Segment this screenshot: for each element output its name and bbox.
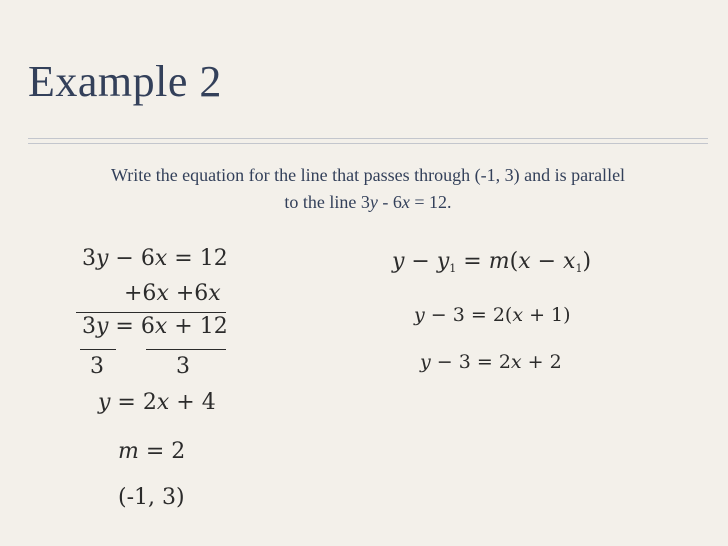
title-divider-top: [28, 138, 708, 139]
point-slope-distributed: y − 3 = 2x + 2: [420, 351, 562, 373]
left-eq-slope-intercept: y = 2x + 4: [98, 390, 216, 415]
left-eq-original: 3y − 6x = 12: [82, 246, 228, 271]
problem-line-1: Write the equation for the line that passes through (-1, 3) and is parallel: [110, 165, 626, 185]
title-divider-bottom: [28, 143, 708, 144]
slide-title: Example 2: [28, 57, 222, 106]
fraction-bar-right: [146, 349, 226, 350]
problem-line-2: to the line 3y - 6x = 12.: [284, 192, 452, 212]
problem-statement: [28, 162, 708, 216]
point-slope-substituted: y − 3 = 2(x + 1): [414, 304, 571, 326]
left-eq-simplified: 3y = 6x + 12: [82, 314, 228, 339]
left-eq-add-6x: +6x +6x: [124, 281, 221, 306]
fraction-bar-left: [80, 349, 116, 350]
denominator-left: 3: [90, 354, 104, 379]
slope-value: m = 2: [118, 439, 186, 464]
given-point: (-1, 3): [118, 485, 185, 510]
sum-line: [76, 312, 226, 313]
point-slope-formula: $y - y_1 = m(x - x_1)$: [392, 249, 592, 275]
denominator-right: 3: [176, 354, 190, 379]
